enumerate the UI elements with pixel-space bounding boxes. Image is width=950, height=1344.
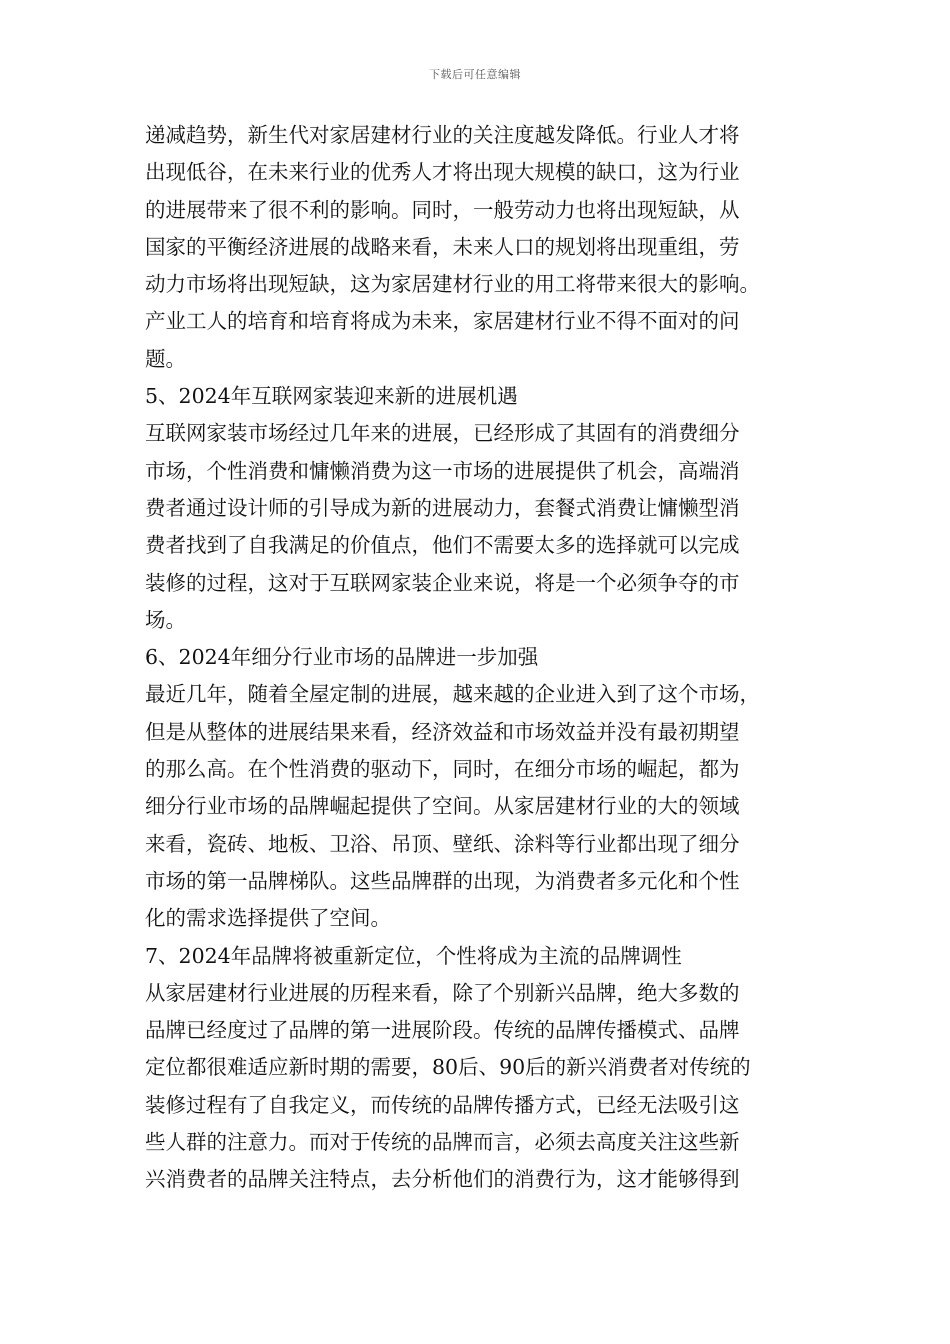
text-line: 定位都很难适应新时期的需要，80后、90后的新兴消费者对传统的 — [145, 1055, 751, 1080]
text-line: 产业工人的培育和培育将成为未来，家居建材行业不得不面对的问 — [145, 309, 740, 334]
text-line: 细分行业市场的品牌崛起提供了空间。从家居建材行业的大的领域 — [145, 794, 740, 819]
text-line: 化的需求选择提供了空间。 — [145, 906, 391, 931]
text-line: 互联网家装市场经过几年来的进展，已经形成了其固有的消费细分 — [145, 421, 740, 446]
section-heading: 6、2024年细分行业市场的品牌进一步加强 — [145, 645, 539, 670]
text-line: 装修过程有了自我定义，而传统的品牌传播方式，已经无法吸引这 — [145, 1092, 740, 1117]
text-line: 国家的平衡经济进展的战略来看，未来人口的规划将出现重组，劳 — [145, 234, 740, 259]
text-line: 从家居建材行业进展的历程来看，除了个别新兴品牌，绝大多数的 — [145, 980, 740, 1005]
text-line: 动力市场将出现短缺，这为家居建材行业的用工将带来很大的影响。 — [145, 272, 760, 297]
paragraph — [145, 415, 815, 639]
text-line: 装修的过程，这对于互联网家装企业来说，将是一个必须争夺的市 — [145, 570, 740, 595]
page-header: 下载后可任意编辑 — [429, 68, 521, 81]
text-line: 品牌已经度过了品牌的第一进展阶段。传统的品牌传播模式、品牌 — [145, 1018, 740, 1043]
document-body — [145, 117, 815, 1199]
section-heading: 5、2024年互联网家装迎来新的进展机遇 — [145, 384, 518, 409]
paragraph — [145, 676, 815, 937]
text-line: 来看，瓷砖、地板、卫浴、吊顶、壁纸、涂料等行业都出现了细分 — [145, 831, 740, 856]
text-line: 但是从整体的进展结果来看，经济效益和市场效益并没有最初期望 — [145, 719, 740, 744]
text-line: 费者找到了自我满足的价值点，他们不需要太多的选择就可以完成 — [145, 533, 740, 558]
text-line: 的那么高。在个性消费的驱动下，同时，在细分市场的崛起，都为 — [145, 757, 740, 782]
paragraph — [145, 975, 815, 1199]
text-line: 的进展带来了很不利的影响。同时，一般劳动力也将出现短缺，从 — [145, 197, 740, 222]
text-line: 些人群的注意力。而对于传统的品牌而言，必须去高度关注这些新 — [145, 1130, 740, 1155]
text-line: 场。 — [145, 607, 186, 632]
text-line: 递减趋势，新生代对家居建材行业的关注度越发降低。行业人才将 — [145, 123, 740, 147]
text-line: 兴消费者的品牌关注特点，去分析他们的消费行为，这才能够得到 — [145, 1167, 740, 1192]
section-heading: 7、2024年品牌将被重新定位，个性将成为主流的品牌调性 — [145, 943, 682, 968]
text-line: 出现低谷，在未来行业的优秀人才将出现大规模的缺口，这为行业 — [145, 160, 740, 185]
text-line: 最近几年，随着全屋定制的进展，越来越的企业进入到了这个市场， — [145, 682, 760, 707]
paragraph — [145, 117, 815, 378]
text-line: 题。 — [145, 346, 186, 371]
text-line: 市场，个性消费和慵懒消费为这一市场的进展提供了机会，高端消 — [145, 458, 740, 483]
text-line: 市场的第一品牌梯队。这些品牌群的出现，为消费者多元化和个性 — [145, 868, 740, 893]
text-line: 费者通过设计师的引导成为新的进展动力，套餐式消费让慵懒型消 — [145, 495, 740, 520]
